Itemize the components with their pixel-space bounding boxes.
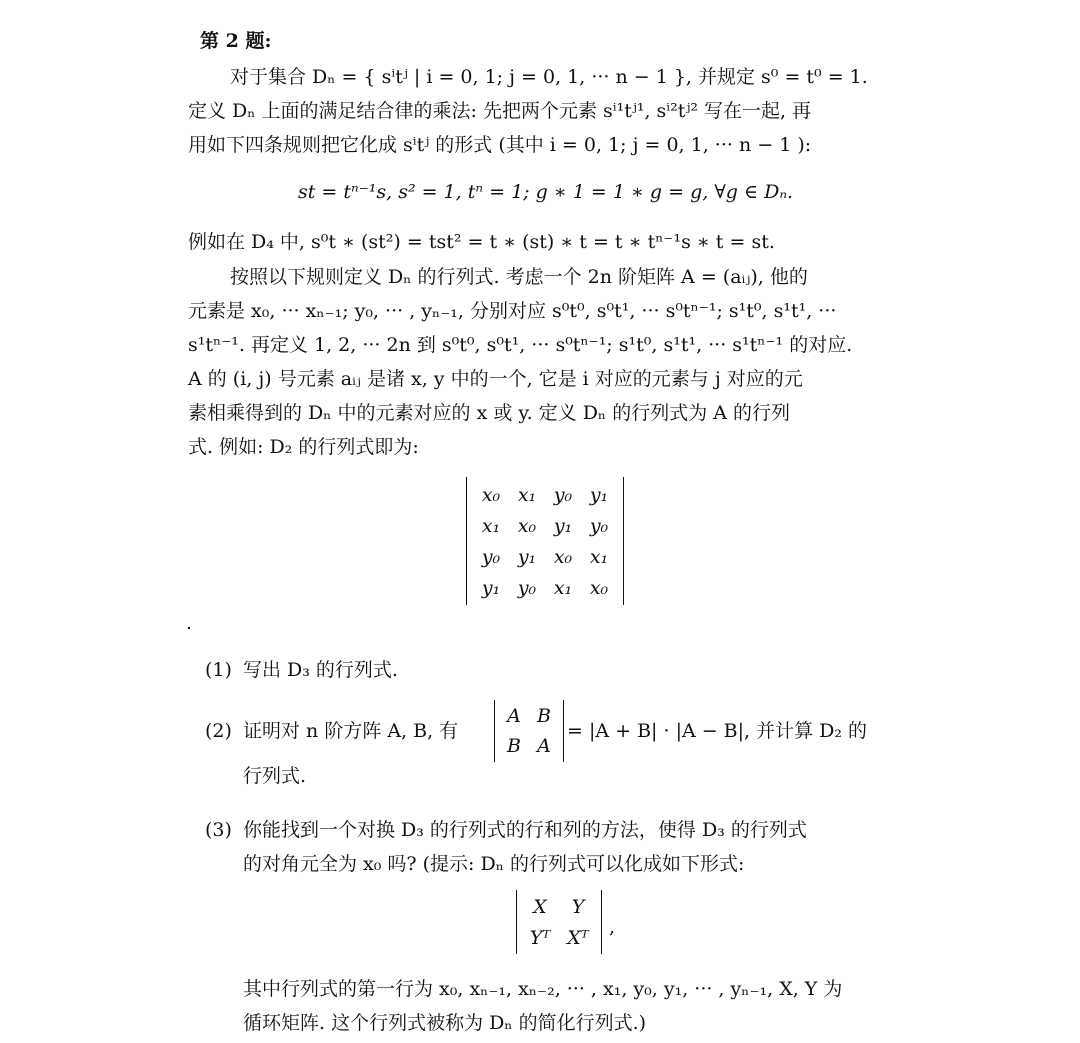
definition-line-2: 元素是 x₀, ··· xₙ₋₁; y₀, ··· , yₙ₋₁, 分别对应 s⁰t⁰, s⁰t¹, ··· s⁰tⁿ⁻¹; s¹t⁰, s¹t¹, ··· xyxy=(188,300,837,322)
matrix-cell: y₁ xyxy=(589,483,609,506)
matrix-cell: y₁ xyxy=(553,514,573,537)
definition-line-1: 按照以下规则定义 Dₙ 的行列式. 考虑一个 2n 阶矩阵 A = (aᵢⱼ), 他的 xyxy=(230,266,808,288)
matrix-cell: y₀ xyxy=(553,483,573,506)
matrix-cell: x₁ xyxy=(481,514,501,537)
matrix-cell: A xyxy=(537,735,551,757)
definition-line-3: s¹tⁿ⁻¹. 再定义 1, 2, ··· 2n 到 s⁰t⁰, s⁰t¹, ··· s⁰tⁿ⁻¹; s¹t⁰, s¹t¹, ··· s¹tⁿ⁻¹ 的对应. xyxy=(188,334,853,356)
intro-line-2: 定义 Dₙ 上面的满足结合律的乘法: 先把两个元素 sⁱ¹tʲ¹, sⁱ²tʲ² 写在一起, 再 xyxy=(188,100,812,122)
question-3-number: (3) xyxy=(205,819,232,841)
d2-determinant xyxy=(466,477,624,605)
question-1-text: 写出 D₃ 的行列式. xyxy=(243,659,398,681)
definition-line-5: 素相乘得到的 Dₙ 中的元素对应的 x 或 y. 定义 Dₙ 的行列式为 A 的行列 xyxy=(188,402,790,424)
question-3-line-3: 其中行列式的第一行为 x₀, xₙ₋₁, xₙ₋₂, ··· , x₁, y₀, y₁, ··· , yₙ₋₁, X, Y 为 xyxy=(243,978,843,1000)
matrix-cell: y₁ xyxy=(517,545,537,568)
intro-line-3: 用如下四条规则把它化成 sⁱtʲ 的形式 (其中 i = 0, 1; j = 0, 1, ··· n − 1 ): xyxy=(188,134,812,156)
matrix-cell: B xyxy=(507,735,521,757)
matrix-cell: B xyxy=(537,705,551,727)
matrix-cell: y₁ xyxy=(481,576,501,599)
matrix-cell: Y xyxy=(571,895,585,918)
definition-line-6: 式. 例如: D₂ 的行列式即为: xyxy=(188,436,419,458)
matrix-cell: X xyxy=(533,895,547,918)
question-3-line-4: 循环矩阵. 这个行列式被称为 Dₙ 的简化行列式.) xyxy=(243,1012,647,1034)
matrix-cell: y₀ xyxy=(589,514,609,537)
question-3-line-2: 的对角元全为 x₀ 吗? (提示: Dₙ 的行列式可以化成如下形式: xyxy=(243,853,745,875)
example-line: 例如在 D₄ 中, s⁰t ∗ (st²) = tst² = t ∗ (st) ∗ t = t ∗ tⁿ⁻¹s ∗ t = st. xyxy=(188,231,775,253)
question-1-number: (1) xyxy=(205,659,232,681)
question-2-line-2: 行列式. xyxy=(243,765,307,787)
matrix-cell: x₀ xyxy=(589,576,609,599)
matrix-cell: x₁ xyxy=(589,545,609,568)
matrix-cell: y₀ xyxy=(481,545,501,568)
block-matrix-xy xyxy=(516,890,602,954)
stray-period: . xyxy=(186,612,193,634)
matrix-cell: y₀ xyxy=(517,576,537,599)
question-2-text-before: 证明对 n 阶方阵 A, B, 有 xyxy=(243,720,459,742)
question-2-number: (2) xyxy=(205,720,232,742)
matrix-cell: A xyxy=(507,705,521,727)
definition-line-4: A 的 (i, j) 号元素 aᵢⱼ 是诸 x, y 中的一个, 它是 i 对应的元素与 j 对应的元 xyxy=(188,368,803,390)
matrix-cell: Yᵀ xyxy=(529,926,551,949)
matrix-cell: x₀ xyxy=(481,483,501,506)
block-matrix-ab xyxy=(494,700,564,762)
matrix-cell: x₀ xyxy=(517,514,537,537)
question-2-text-after: = |A + B| · |A − B|, 并计算 D₂ 的 xyxy=(567,720,868,742)
problem-heading: 第 2 题: xyxy=(200,30,272,52)
matrix-cell: Xᵀ xyxy=(567,926,589,949)
rules-display-equation: st = tⁿ⁻¹s, s² = 1, tⁿ = 1; g ∗ 1 = 1 ∗ g = g, ∀g ∈ Dₙ. xyxy=(298,181,794,203)
intro-line-1: 对于集合 Dₙ = { sⁱtʲ | i = 0, 1; j = 0, 1, ··· n − 1 }, 并规定 s⁰ = t⁰ = 1. xyxy=(230,66,868,88)
matrix-cell: x₁ xyxy=(553,576,573,599)
question-3-line-1: 你能找到一个对换 D₃ 的行列式的行和列的方法，使得 D₃ 的行列式 xyxy=(243,819,807,841)
matrix-cell: x₀ xyxy=(553,545,573,568)
matrix-trailing-comma: , xyxy=(609,916,616,938)
matrix-cell: x₁ xyxy=(517,483,537,506)
